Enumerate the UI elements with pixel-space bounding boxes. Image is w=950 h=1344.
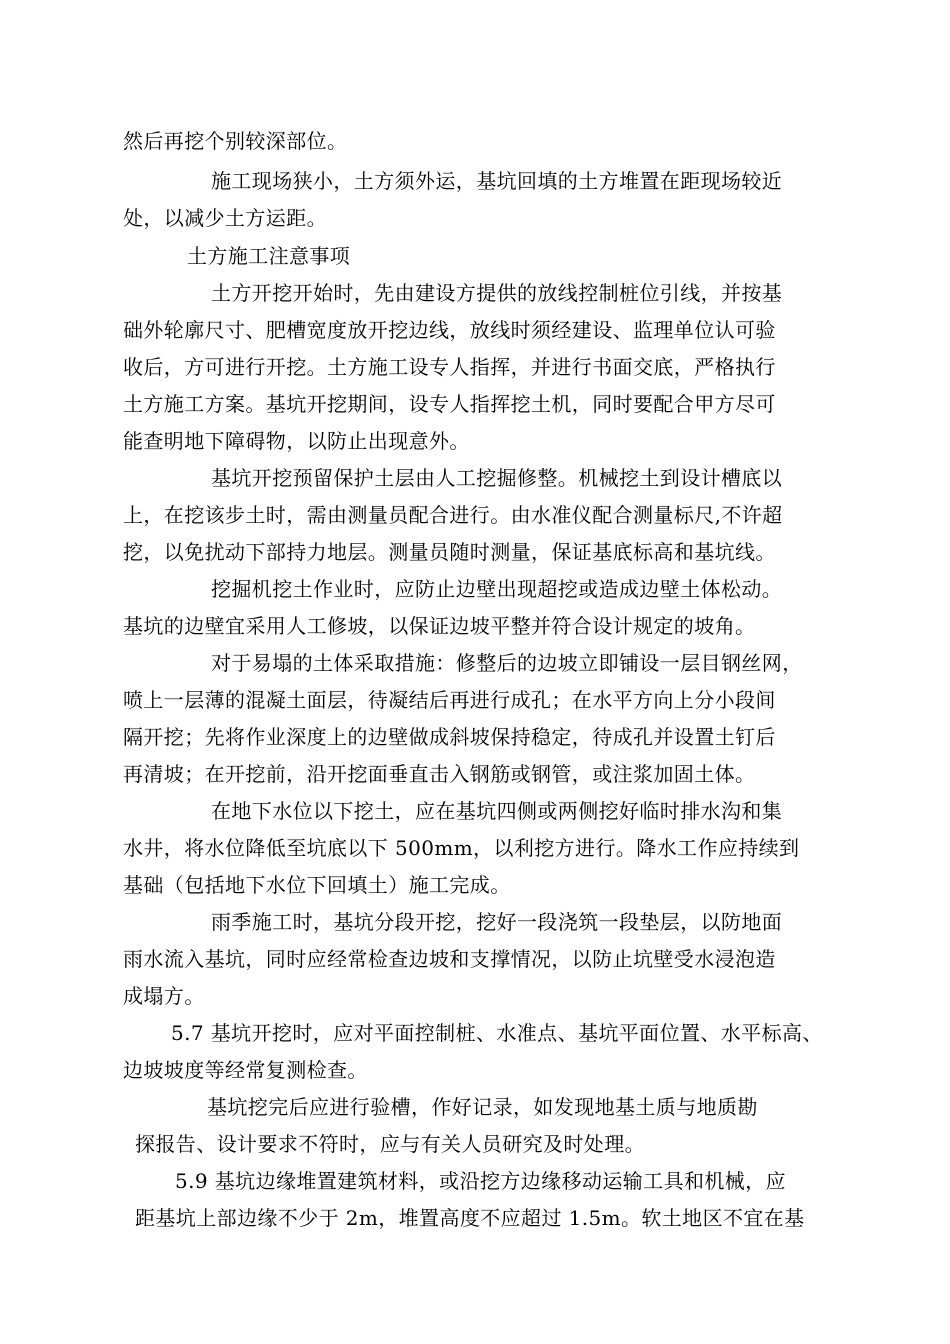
text-line: 然后再挖个别较深部位。 [123, 129, 348, 153]
text-line: 挖，以免扰动下部持力地层。测量员随时测量，保证基底标高和基坑线。 [123, 540, 776, 564]
text-line: 基坑挖完后应进行验槽，作好记录，如发现地基土质与地质勘 [207, 1095, 758, 1119]
text-line: 水井，将水位降低至坑底以下 500mm，以利挖方进行。降水工作应持续到 [123, 836, 800, 860]
text-line: 收后，方可进行开挖。土方施工设专人指挥，并进行书面交底，严格执行 [123, 355, 776, 379]
text-line: 基础（包括地下水位下回填土）施工完成。 [123, 873, 511, 897]
text-line: 上，在挖该步土时，需由测量员配合进行。由水准仪配合测量标尺,不许超 [123, 503, 783, 527]
text-line: 距基坑上部边缘不少于 2m，堆置高度不应超过 1.5m。软土地区不宜在基 [135, 1206, 805, 1230]
text-line: 隔开挖；先将作业深度上的边壁做成斜坡保持稳定，待成孔并设置土钉后 [123, 725, 776, 749]
text-line: 5.9 基坑边缘堆置建筑材料，或沿挖方边缘移动运输工具和机械，应 [175, 1169, 786, 1193]
text-line: 土方开挖开始时，先由建设方提供的放线控制桩位引线，并按基 [211, 281, 783, 305]
text-line: 处，以减少土方运距。 [123, 206, 327, 230]
text-line: 挖掘机挖土作业时，应防止边壁出现超挖或造成边壁土体松动。 [211, 577, 783, 601]
text-line: 对于易塌的土体采取措施：修整后的边坡立即铺设一层目钢丝网， [211, 651, 803, 675]
text-line: 基坑的边壁宜采用人工修坡，以保证边坡平整并符合设计规定的坡角。 [123, 614, 756, 638]
text-line: 边坡坡度等经常复测检查。 [123, 1058, 368, 1082]
text-line: 再清坡；在开挖前，沿开挖面垂直击入钢筋或钢管，或注浆加固土体。 [123, 762, 756, 786]
text-line: 基坑开挖预留保护土层由人工挖掘修整。机械挖土到设计槽底以 [211, 466, 783, 490]
text-line: 成塌方。 [123, 984, 205, 1008]
text-line: 础外轮廓尺寸、肥槽宽度放开挖边线，放线时须经建设、监理单位认可验 [123, 318, 776, 342]
text-line: 雨季施工时，基坑分段开挖，挖好一段浇筑一段垫层，以防地面 [211, 910, 783, 934]
text-line: 5.7 基坑开挖时，应对平面控制桩、水准点、基坑平面位置、水平标高、 [171, 1021, 823, 1045]
text-line: 在地下水位以下挖土，应在基坑四侧或两侧挖好临时排水沟和集 [211, 799, 783, 823]
text-line: 施工现场狭小，土方须外运，基坑回填的土方堆置在距现场较近 [211, 169, 783, 193]
text-line: 探报告、设计要求不符时，应与有关人员研究及时处理。 [135, 1132, 645, 1156]
text-line: 土方施工方案。基坑开挖期间，设专人指挥挖土机，同时要配合甲方尽可 [123, 392, 776, 416]
text-line: 喷上一层薄的混凝土面层，待凝结后再进行成孔；在水平方向上分小段间 [123, 688, 776, 712]
text-line: 雨水流入基坑，同时应经常检查边坡和支撑情况，以防止坑壁受水浸泡造 [123, 947, 776, 971]
text-line: 能查明地下障碍物，以防止出现意外。 [123, 429, 470, 453]
section-heading: 土方施工注意事项 [187, 244, 351, 268]
